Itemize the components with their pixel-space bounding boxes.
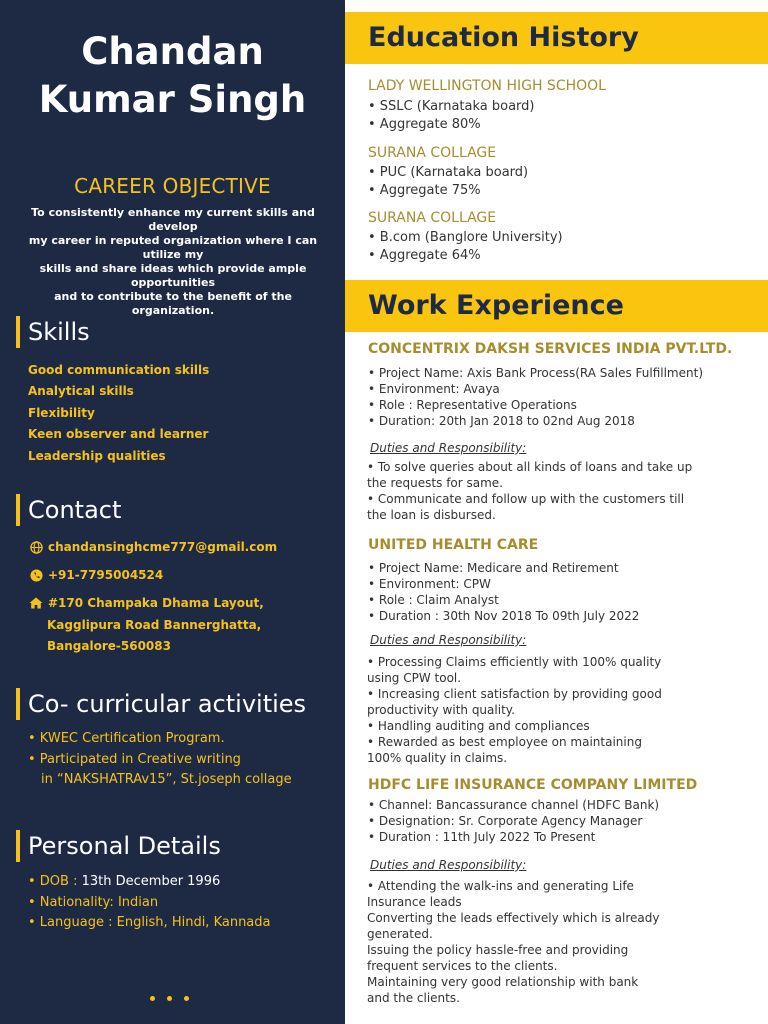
objective-line: my career in reputed organization where I can utilize my [28, 234, 318, 261]
education-detail: • Aggregate 75% [368, 183, 481, 198]
duty-line: • Handling auditing and compliances [367, 719, 590, 733]
duties-list [367, 654, 757, 766]
duty-line: • Increasing client satisfaction by providing good [367, 687, 662, 701]
dot [184, 996, 189, 1001]
duty-line: • Processing Claims efficiently with 100% quality [367, 655, 662, 669]
personal-language [28, 915, 271, 930]
name-line-1: Chandan [81, 30, 264, 73]
nationality-label: • Nationality: [28, 895, 118, 910]
job-detail: • Duration: 20th Jan 2018 to 02nd Aug 2018 [368, 414, 635, 428]
job-detail: • Role : Representative Operations [368, 398, 577, 412]
language-value: English, Hindi, Kannada [116, 915, 271, 930]
job-detail: • Designation: Sr. Corporate Agency Manager [368, 814, 643, 828]
duties-label: Duties and Responsibility: [370, 633, 527, 647]
heading-accent-bar [16, 830, 20, 862]
duty-line: productivity with quality. [367, 703, 515, 717]
globe-icon [28, 541, 44, 554]
job-detail: • Channel: Bancassurance channel (HDFC Bank) [368, 798, 660, 812]
dot [150, 996, 155, 1001]
personal-nationality [28, 895, 158, 910]
company-name: HDFC LIFE INSURANCE COMPANY LIMITED [368, 777, 698, 793]
address-line: #170 Champaka Dhama Layout, [48, 596, 264, 610]
contact-phone-row[interactable] [28, 568, 163, 582]
nationality-value: Indian [117, 895, 159, 910]
duty-line: Insurance leads [367, 895, 462, 909]
contact-email-row[interactable] [28, 540, 277, 554]
cocurricular-item-continued: in “NAKSHATRAv15”, St.joseph collage [41, 772, 292, 787]
duty-line: Issuing the policy hassle-free and providing [367, 943, 629, 957]
name-line-2: Kumar Singh [38, 78, 307, 121]
job-detail: • Role : Claim Analyst [368, 593, 499, 607]
skill-item: Keen observer and learner [28, 427, 209, 441]
email-text[interactable]: chandansinghcme777@gmail.com [48, 540, 278, 554]
duty-line: and the clients. [367, 991, 460, 1005]
company-name: CONCENTRIX DAKSH SERVICES INDIA PVT.LTD. [368, 341, 733, 357]
education-detail: • Aggregate 64% [368, 248, 481, 263]
work-title: Work Experience [368, 290, 624, 321]
education-detail: • SSLC (Karnataka board) [368, 99, 535, 114]
job-detail: • Environment: Avaya [368, 382, 500, 396]
dot [167, 996, 172, 1001]
job-detail: • Project Name: Medicare and Retirement [368, 561, 619, 575]
duties-list [367, 878, 757, 1006]
dob-label: • DOB : [28, 874, 82, 889]
heading-accent-bar [16, 688, 20, 720]
education-detail: • Aggregate 80% [368, 117, 481, 132]
duty-line: • Rewarded as best employee on maintaining [367, 735, 642, 749]
school-name: LADY WELLINGTON HIGH SCHOOL [368, 78, 606, 94]
contact-title: Contact [28, 496, 122, 524]
duty-line: using CPW tool. [367, 671, 462, 685]
duty-line: Maintaining very good relationship with bank [367, 975, 639, 989]
education-title: Education History [368, 22, 639, 53]
pagination-dots [150, 996, 189, 1001]
skill-item: Good communication skills [28, 363, 210, 377]
heading-accent-bar [16, 316, 20, 348]
duties-list [367, 459, 757, 523]
personal-details-heading [16, 829, 221, 863]
job-detail: • Project Name: Axis Bank Process(RA Sales Fulfillment) [368, 366, 703, 380]
duty-line: the requests for same. [367, 476, 503, 490]
education-detail: • B.com (Banglore University) [368, 230, 563, 245]
school-name: SURANA COLLAGE [368, 210, 497, 226]
career-objective-text [14, 206, 332, 318]
work-band [345, 280, 768, 332]
job-detail: • Duration : 11th July 2022 To Present [368, 830, 596, 844]
candidate-name [0, 28, 345, 124]
school-name: SURANA COLLAGE [368, 145, 497, 161]
duty-line: generated. [367, 927, 433, 941]
duty-line: 100% quality in claims. [367, 751, 508, 765]
career-objective-title: CAREER OBJECTIVE [74, 174, 271, 198]
duties-label: Duties and Responsibility: [370, 441, 527, 455]
home-icon [28, 597, 44, 609]
objective-line: and to contribute to the benefit of the organization. [54, 290, 292, 317]
skills-title: Skills [28, 318, 90, 346]
duty-line: Converting the leads effectively which is already [367, 911, 660, 925]
objective-line: To consistently enhance my current skills and develop [31, 206, 315, 233]
personal-dob [28, 874, 220, 889]
education-band [345, 12, 768, 64]
language-label: • Language : [28, 915, 117, 930]
cocurricular-title: Co- curricular activities [28, 690, 307, 718]
job-detail: • Duration : 30th Nov 2018 To 09th July 2022 [368, 609, 640, 623]
cocurricular-item: • Participated in Creative writing [28, 752, 241, 767]
duty-line: the loan is disbursed. [367, 508, 496, 522]
duty-line: frequent services to the clients. [367, 959, 558, 973]
heading-accent-bar [16, 494, 20, 526]
duty-line: • Communicate and follow up with the customers till [367, 492, 685, 506]
skill-item: Analytical skills [28, 384, 134, 398]
phone-icon [28, 569, 44, 582]
objective-line: skills and share ideas which provide ample opportunities [39, 262, 307, 289]
company-name: UNITED HEALTH CARE [368, 537, 539, 553]
cocurricular-heading [16, 687, 306, 721]
cocurricular-item: • KWEC Certification Program. [28, 731, 225, 746]
skill-item: Leadership qualities [28, 449, 166, 463]
personal-details-title: Personal Details [28, 832, 221, 860]
duty-line: • To solve queries about all kinds of loans and take up [367, 460, 693, 474]
contact-address-row [28, 596, 264, 610]
dob-value: 13th December 1996 [81, 874, 221, 889]
address-line: Kagglipura Road Bannerghatta, [47, 618, 262, 632]
skills-heading [16, 315, 90, 349]
education-detail: • PUC (Karnataka board) [368, 165, 529, 180]
skill-item: Flexibility [28, 406, 95, 420]
duty-line: • Attending the walk-ins and generating Life [367, 879, 634, 893]
duties-label: Duties and Responsibility: [370, 858, 527, 872]
address-line: Bangalore-560083 [47, 639, 171, 653]
job-detail: • Environment: CPW [368, 577, 491, 591]
phone-text[interactable]: +91-7795004524 [48, 568, 164, 582]
contact-heading [16, 493, 121, 527]
